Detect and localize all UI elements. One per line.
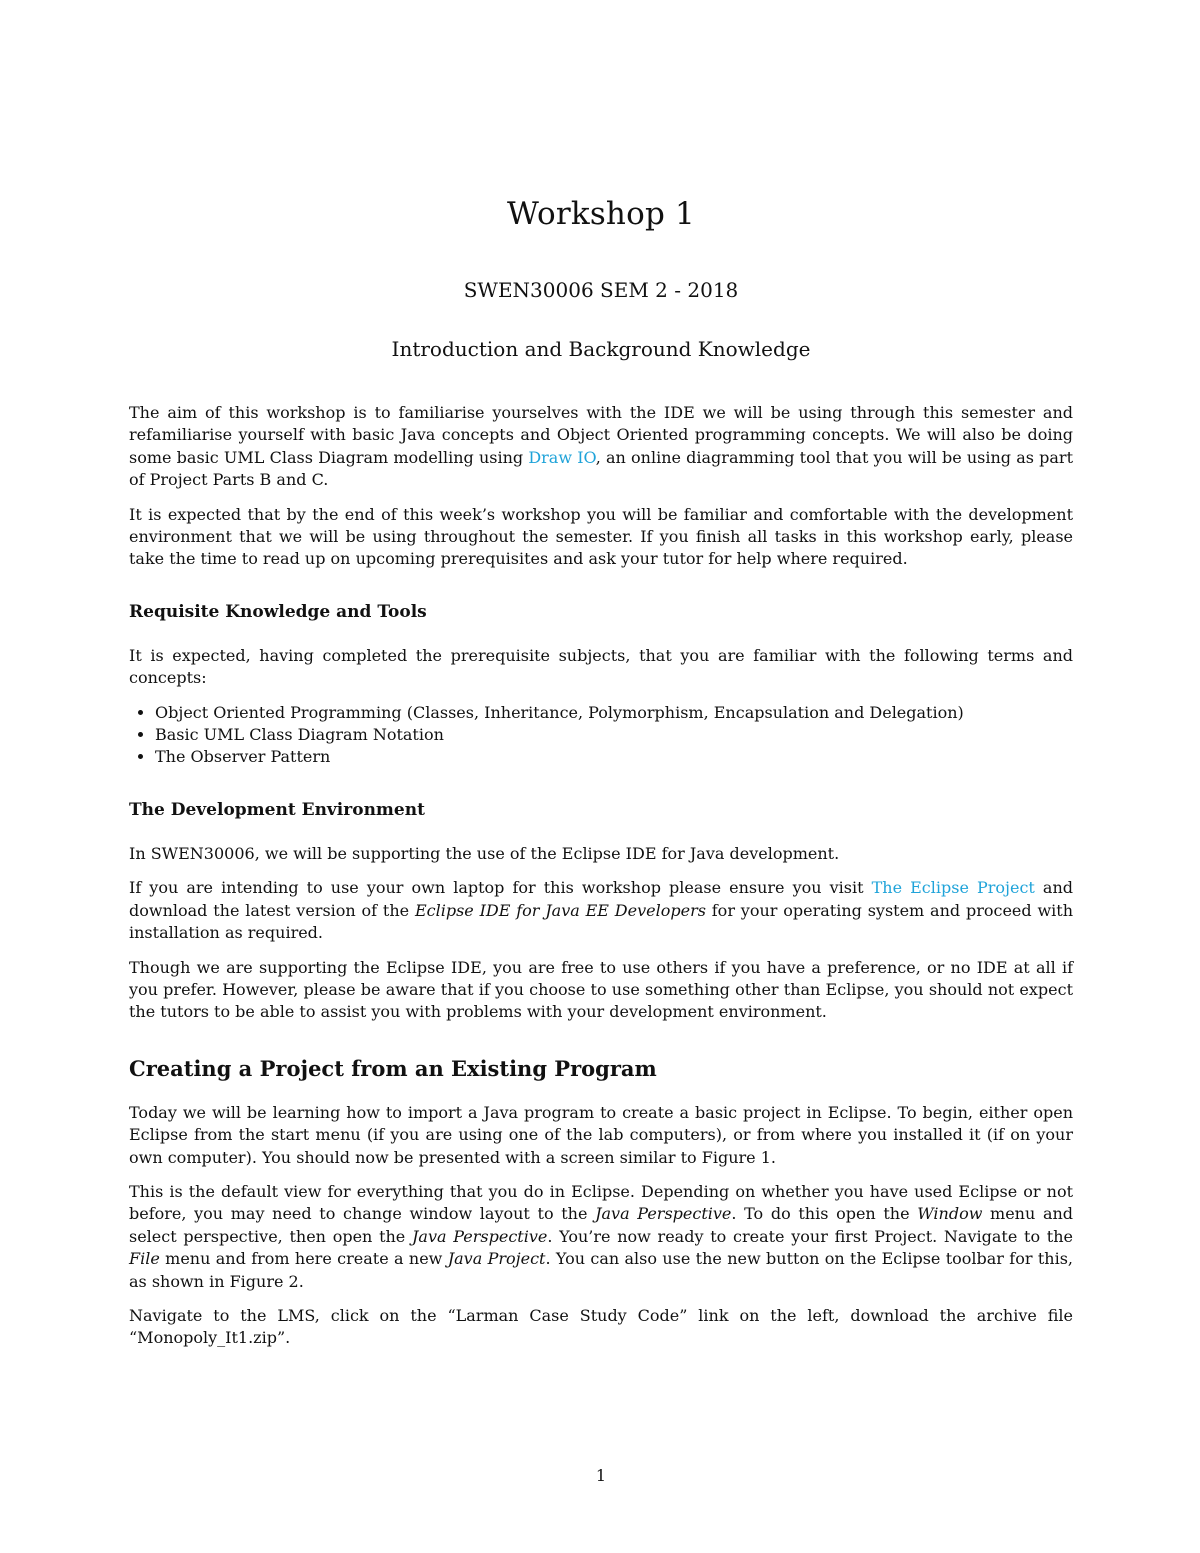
intro-text: , an online diagramming tool that you will be using as part of Project Parts B and C. xyxy=(129,447,1073,490)
project-section-heading: Creating a Project from an Existing Program xyxy=(129,1055,657,1081)
devenv-paragraph-3: Though we are supporting the Eclipse IDE, you are free to use others if you have a preference, or no IDE at all if you prefer. However, please be aware that if you choose to use something other than Eclipse, you should not expect the tutors to be able to assist you with problems with your development environment. xyxy=(129,957,1073,1022)
project-text: menu and from here create a new xyxy=(159,1249,448,1269)
requisite-paragraph: It is expected, having completed the prerequisite subjects, that you are familiar with the following terms and concepts: xyxy=(129,645,1073,688)
file-menu-emphasis: File xyxy=(129,1249,160,1269)
requisite-heading: Requisite Knowledge and Tools xyxy=(129,601,427,622)
project-paragraph-3: Navigate to the LMS, click on the “Larman Case Study Code” link on the left, download the archive file “Monopoly_It1.zip”. xyxy=(129,1305,1073,1348)
requisite-list xyxy=(129,702,1073,769)
project-text: This is the default view for everything that you do in Eclipse. Depending on whether you have used Eclipse or not before, you may need to change window layout to the xyxy=(129,1181,1073,1224)
list-item: • Object Oriented Programming (Classes, Inheritance, Polymorphism, Encapsulation and Delegation) xyxy=(155,702,1073,724)
java-perspective-emphasis: Java Perspective xyxy=(412,1226,548,1246)
page-number: 1 xyxy=(595,1466,607,1485)
project-text: . To do this open the xyxy=(731,1204,918,1224)
document-heading: Introduction and Background Knowledge xyxy=(391,337,811,361)
devenv-text: and download the latest version of the xyxy=(129,878,1074,920)
devenv-paragraph-2 xyxy=(129,877,1073,944)
java-perspective-emphasis: Java Perspective xyxy=(595,1204,732,1224)
project-text: menu and select perspective, then open the xyxy=(129,1204,1074,1246)
devenv-text: for your operating system and proceed with installation as required. xyxy=(129,900,1074,943)
course-code: SWEN30006 SEM 2 - 2018 xyxy=(463,278,739,302)
eclipse-ide-emphasis: Eclipse IDE for Java EE Developers xyxy=(414,900,706,920)
drawio-link[interactable]: Draw IO xyxy=(528,447,596,467)
list-item: • The Observer Pattern xyxy=(155,746,1073,768)
project-paragraph-1: Today we will be learning how to import a Java program to create a basic project in Eclipse. To begin, either open Eclipse from the start menu (if you are using one of the lab computers), or from where you installed it (if on your own computer). You should now be presented with a screen similar to Figure 1. xyxy=(129,1102,1073,1167)
window-menu-emphasis: Window xyxy=(917,1204,983,1224)
intro-text: The aim of this workshop is to familiarise yourselves with the IDE we will be using through this semester and refamiliarise yourself with basic Java concepts and Object Oriented programming concepts. We will also be doing some basic UML Class Diagram modelling using xyxy=(129,403,1073,467)
project-text: . You’re now ready to create your first Project. Navigate to the xyxy=(547,1226,1074,1246)
project-text: . You can also use the new button on the Eclipse toolbar for this, as shown in Figure 2. xyxy=(129,1249,1074,1291)
page-title: Workshop 1 xyxy=(507,196,695,232)
list-item: • Basic UML Class Diagram Notation xyxy=(155,724,1073,746)
devenv-heading: The Development Environment xyxy=(129,799,425,820)
java-project-emphasis: Java Project xyxy=(447,1249,546,1269)
eclipse-project-link[interactable]: The Eclipse Project xyxy=(871,878,1035,898)
intro-paragraph-1 xyxy=(129,402,1073,492)
intro-paragraph-2: It is expected that by the end of this week’s workshop you will be familiar and comfortable with the development environment that we will be using throughout the semester. If you finish all tasks in this workshop early, please take the time to read up on upcoming prerequisites and ask your tutor for help where required. xyxy=(129,504,1073,569)
devenv-text: If you are intending to use your own laptop for this workshop please ensure you visit xyxy=(129,878,872,898)
devenv-paragraph-1: In SWEN30006, we will be supporting the use of the Eclipse IDE for Java development. xyxy=(129,843,840,863)
document-body xyxy=(129,402,1073,1362)
document-page xyxy=(129,0,1073,1553)
project-paragraph-2 xyxy=(129,1181,1073,1293)
